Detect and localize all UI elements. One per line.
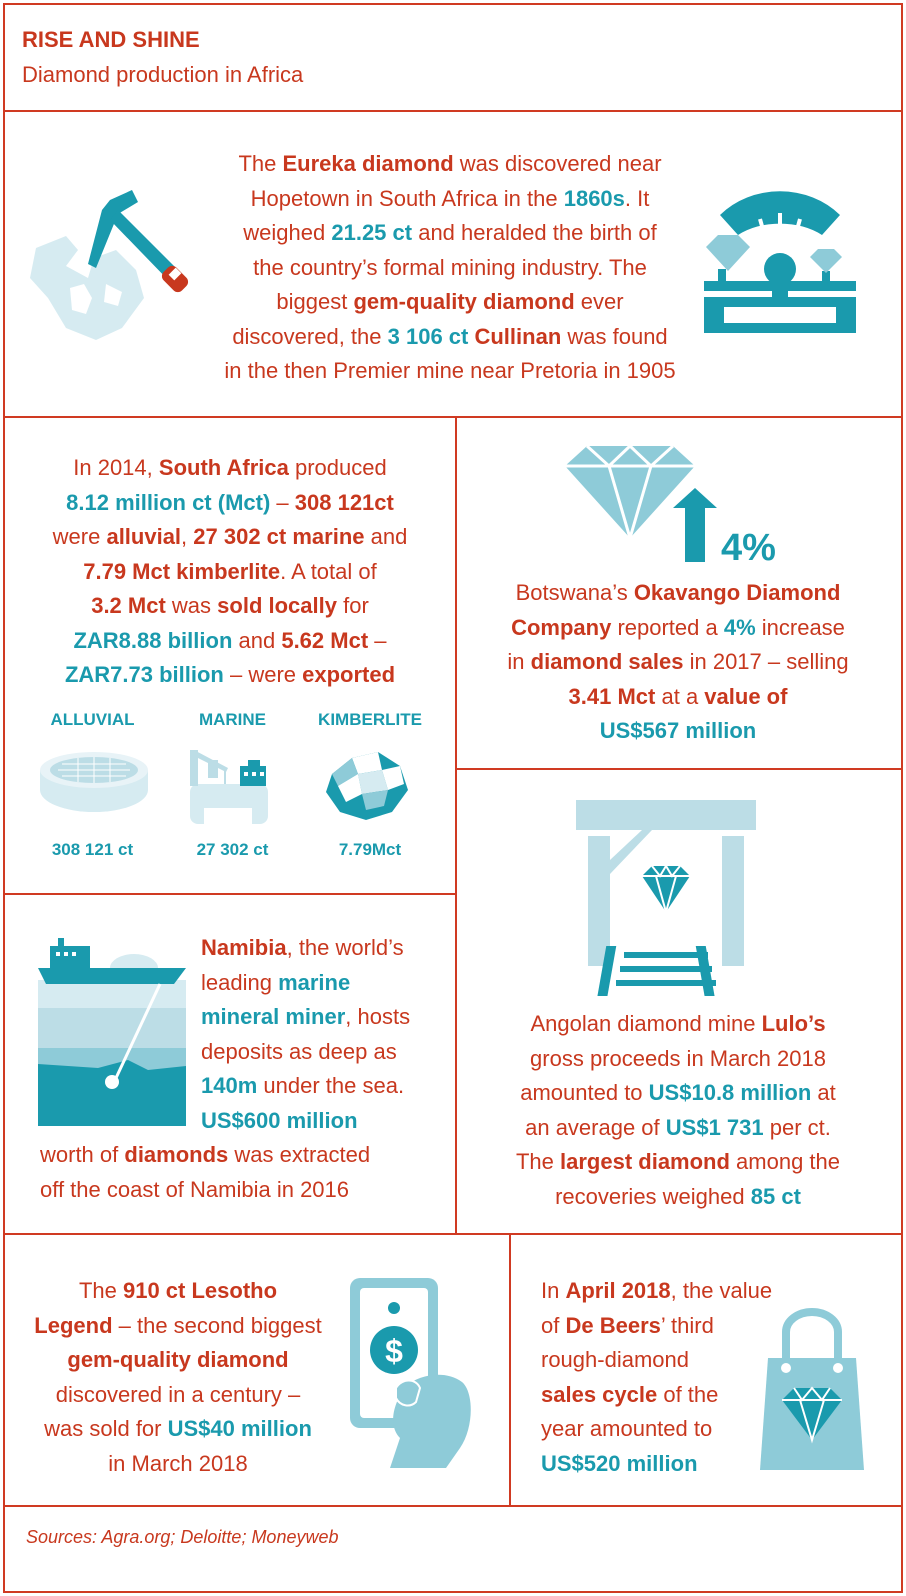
mine-shaft-icon — [576, 800, 756, 996]
eureka-text: The Eureka diamond was discovered near Hopetown in South Africa in the 1860s. It weighed 21.25 ct and heralded the birth of the country’s formal mining industry. The biggest gem-quality diamond ever discovered, the 3 106 ct Cullinan was found in the then Premier mine near Pretoria in 1905 — [224, 151, 676, 383]
alluvial-sieve-icon — [38, 750, 150, 814]
pickaxe-rock-icon — [26, 188, 191, 348]
shopping-bag-icon — [760, 1312, 864, 1472]
divider — [509, 1233, 511, 1505]
money-hand-icon — [350, 1278, 476, 1468]
divider — [3, 893, 455, 895]
divider — [455, 416, 457, 1233]
divider — [455, 768, 903, 770]
growth-percent: 4% — [721, 527, 776, 569]
marine-mining-ship-icon — [38, 938, 186, 1126]
svg-text:$: $ — [385, 1333, 403, 1369]
botswana-text: Botswana’s Okavango Diamond Company reported a 4% increase in diamond sales in 2017 – selling 3.41 Mct at a value of US$567 million — [507, 580, 849, 743]
debeers-text: In April 2018, the value of De Beers’ third rough-diamond sales cycle of the year amounted to US$520 million — [541, 1278, 773, 1476]
divider — [3, 1505, 903, 1507]
namibia-text-continued: worth of diamonds was extracted off the coast of Namibia in 2016 — [40, 1142, 371, 1202]
alluvial-value: 308 121 ct — [51, 840, 134, 859]
namibia-text: Namibia, the world’s leading marine mineral miner, hosts deposits as deep as 140m under the sea. US$600 million — [201, 935, 411, 1133]
marine-rig-icon — [186, 744, 272, 828]
divider — [3, 416, 903, 418]
sources-footer: Sources: Agra.org; Deloitte; Moneyweb — [26, 1527, 339, 1547]
marine-label: MARINE — [198, 710, 267, 729]
divider — [3, 110, 903, 112]
page-subtitle: Diamond production in Africa — [22, 62, 304, 87]
south-africa-text: In 2014, South Africa produced 8.12 million ct (Mct) – 308 121ct were alluvial, 27 302 ct marine and 7.79 Mct kimberlite. A total of 3.2 Mct was sold locally for ZAR8.88 billion and 5.62 Mct – ZAR7.73 billion – were exported — [52, 455, 408, 687]
divider — [3, 1233, 903, 1235]
diamond-growth-icon — [565, 442, 776, 569]
angola-text: Angolan diamond mine Lulo’s gross proceeds in March 2018 amounted to US$10.8 million at an average of US$1 731 per ct. The largest diamond among the recoveries weighed 85 ct — [515, 1011, 841, 1209]
diamond-scale-icon — [700, 185, 860, 337]
kimberlite-rock-icon — [322, 746, 410, 822]
kimberlite-label: KIMBERLITE — [318, 710, 422, 729]
marine-value: 27 302 ct — [196, 840, 269, 859]
page-title: RISE AND SHINE — [22, 27, 200, 52]
alluvial-label: ALLUVIAL — [50, 710, 135, 729]
lesotho-text: The 910 ct Lesotho Legend – the second biggest gem-quality diamond discovered in a century – was sold for US$40 million in March 2018 — [34, 1278, 322, 1476]
kimberlite-value: 7.79Mct — [338, 840, 402, 859]
